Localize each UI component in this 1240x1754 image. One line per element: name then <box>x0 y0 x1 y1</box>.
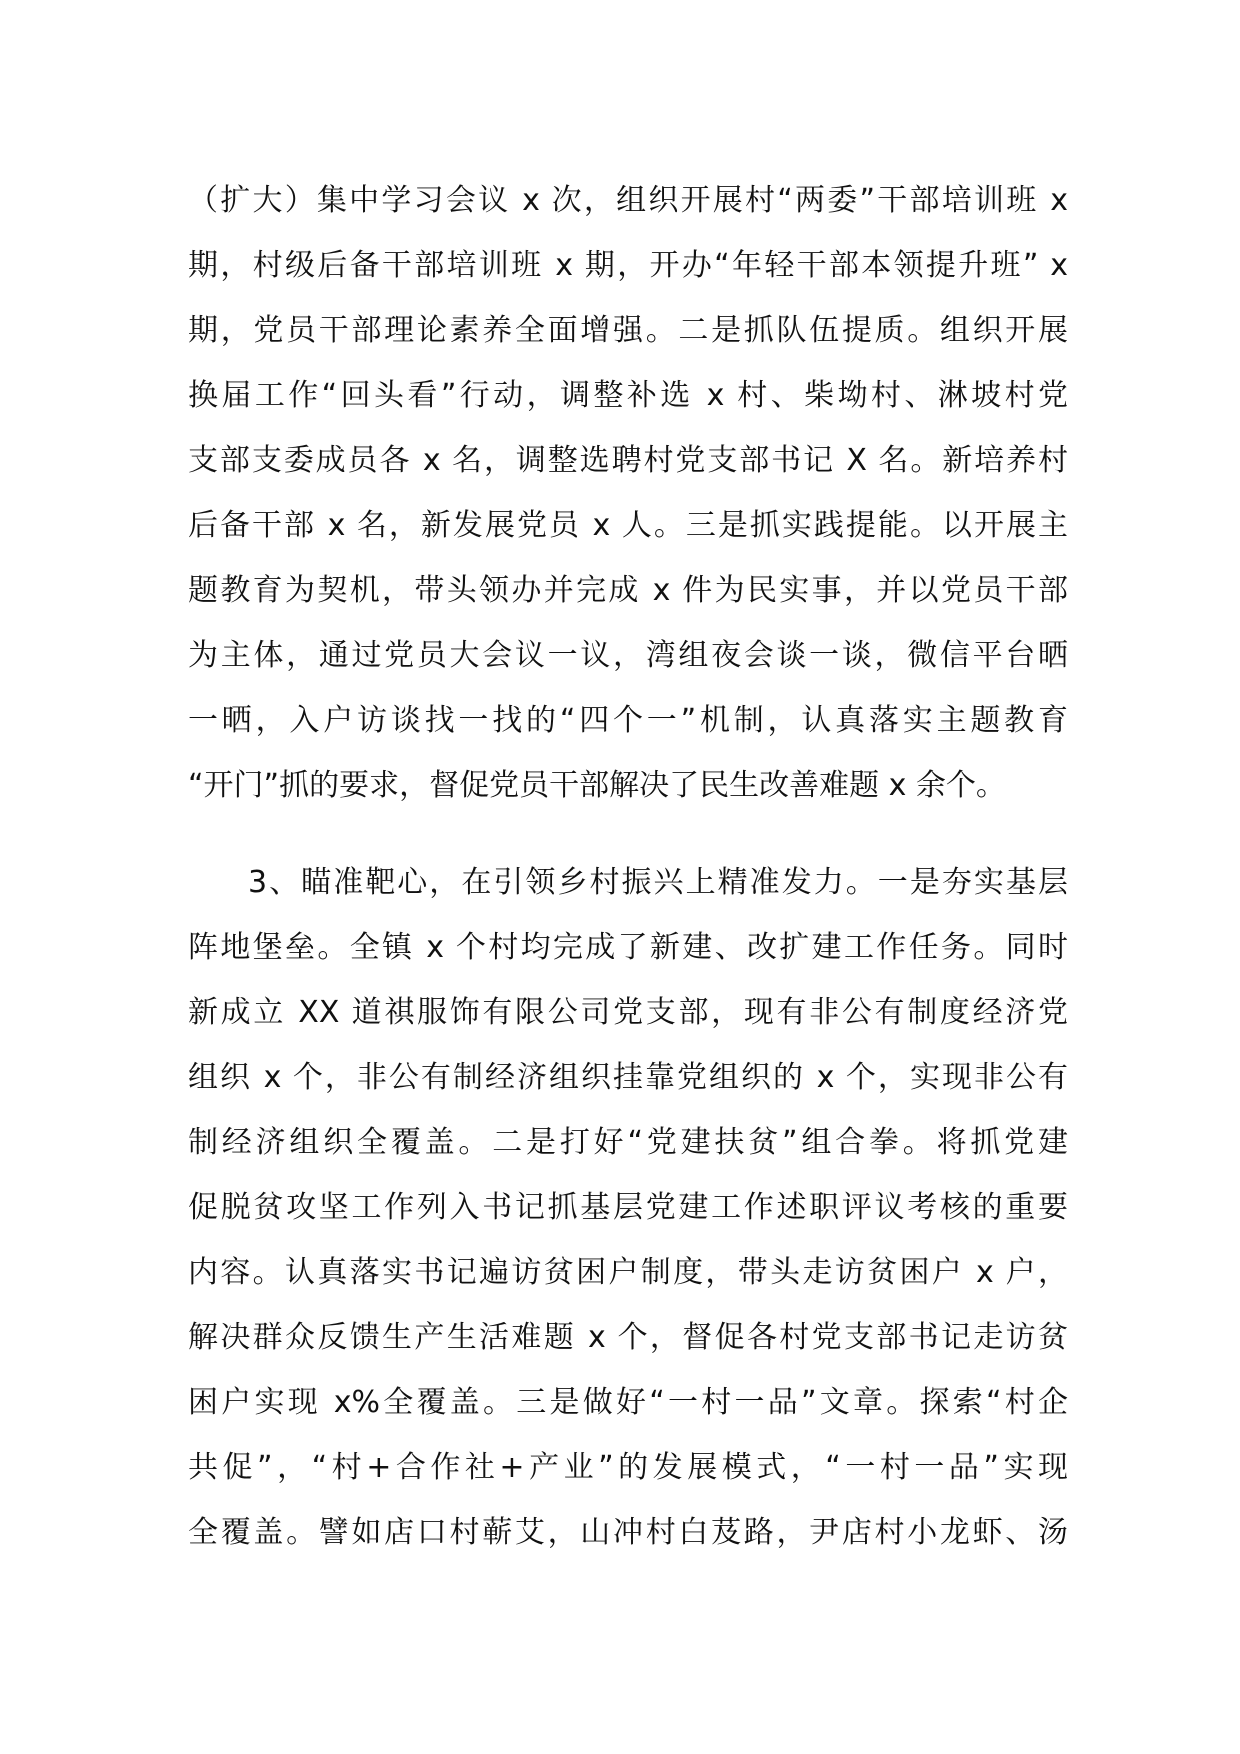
text-line: 支部支委成员各 x 名，调整选聘村党支部书记 X 名。新培养村 <box>188 443 1068 478</box>
text-line: 内容。认真落实书记遍访贫困户制度，带头走访贫困户 x 户， <box>188 1255 1068 1290</box>
text-line: 期，村级后备干部培训班 x 期，开办“年轻干部本领提升班” x <box>188 248 1068 283</box>
paragraph-2 <box>188 850 1068 1565</box>
text-line: 解决群众反馈生产生活难题 x 个，督促各村党支部书记走访贫 <box>188 1320 1068 1355</box>
text-line: 新成立 XX 道祺服饰有限公司党支部，现有非公有制度经济党 <box>188 995 1068 1030</box>
text-line: 3、瞄准靶心，在引领乡村振兴上精准发力。一是夯实基层 <box>248 865 1068 900</box>
text-line: 一晒，入户访谈找一找的“四个一”机制，认真落实主题教育 <box>188 703 1068 738</box>
text-line: 后备干部 x 名，新发展党员 x 人。三是抓实践提能。以开展主 <box>188 508 1068 543</box>
text-line: 困户实现 x%全覆盖。三是做好“一村一品”文章。探索“村企 <box>188 1385 1068 1420</box>
text-line: 为主体，通过党员大会议一议，湾组夜会谈一谈，微信平台晒 <box>188 638 1068 673</box>
text-line: 全覆盖。譬如店口村蕲艾，山冲村白芨路，尹店村小龙虾、汤 <box>188 1515 1068 1550</box>
text-line: 期，党员干部理论素养全面增强。二是抓队伍提质。组织开展 <box>188 313 1068 348</box>
text-line: 组织 x 个，非公有制经济组织挂靠党组织的 x 个，实现非公有 <box>188 1060 1068 1095</box>
text-line: 共促”，“村+合作社+产业”的发展模式，“一村一品”实现 <box>188 1450 1068 1485</box>
text-line: “开门”抓的要求，督促党员干部解决了民生改善难题 x 余个。 <box>188 768 1006 803</box>
text-line: 促脱贫攻坚工作列入书记抓基层党建工作述职评议考核的重要 <box>188 1190 1068 1225</box>
text-line: 阵地堡垒。全镇 x 个村均完成了新建、改扩建工作任务。同时 <box>188 930 1068 965</box>
text-line: 换届工作“回头看”行动，调整补选 x 村、柴坳村、淋坡村党 <box>188 378 1068 413</box>
text-line: 题教育为契机，带头领办并完成 x 件为民实事，并以党员干部 <box>188 573 1068 608</box>
text-line: （扩大）集中学习会议 x 次，组织开展村“两委”干部培训班 x <box>188 183 1068 218</box>
text-line: 制经济组织全覆盖。二是打好“党建扶贫”组合拳。将抓党建 <box>188 1125 1068 1160</box>
paragraph-1 <box>188 168 1068 818</box>
